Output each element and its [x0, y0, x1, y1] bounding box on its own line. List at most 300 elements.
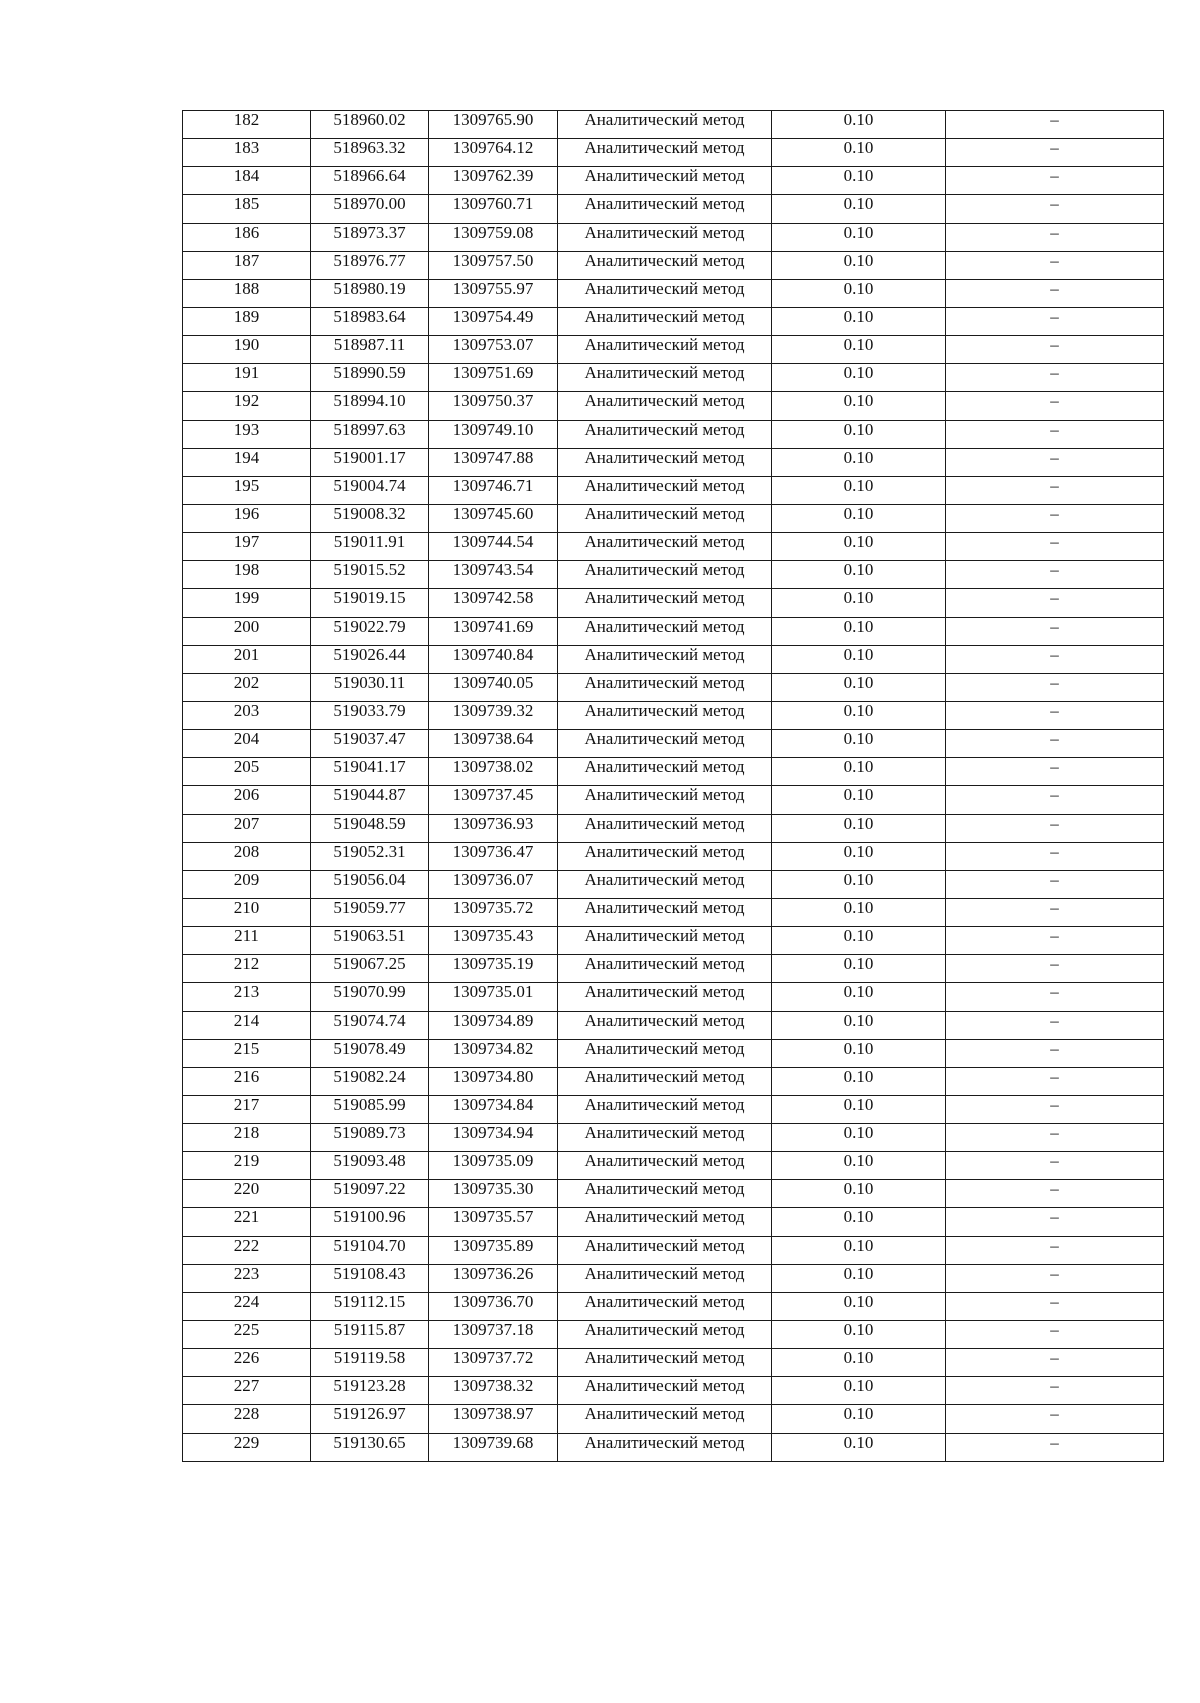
x-coordinate-cell: 519089.73 [311, 1124, 429, 1152]
table-row [183, 476, 1164, 504]
y-coordinate-cell: 1309751.69 [429, 364, 558, 392]
point-number-cell: 202 [183, 673, 311, 701]
point-number-cell: 199 [183, 589, 311, 617]
method-cell: Аналитический метод [558, 589, 772, 617]
table-row [183, 561, 1164, 589]
x-coordinate-cell: 519126.97 [311, 1405, 429, 1433]
table-row [183, 870, 1164, 898]
table-row [183, 420, 1164, 448]
method-cell: Аналитический метод [558, 1208, 772, 1236]
y-coordinate-cell: 1309742.58 [429, 589, 558, 617]
note-cell: – [946, 1011, 1164, 1039]
point-number-cell: 205 [183, 758, 311, 786]
note-cell: – [946, 167, 1164, 195]
note-cell: – [946, 983, 1164, 1011]
method-cell: Аналитический метод [558, 673, 772, 701]
point-number-cell: 213 [183, 983, 311, 1011]
note-cell: – [946, 1236, 1164, 1264]
y-coordinate-cell: 1309734.80 [429, 1067, 558, 1095]
x-coordinate-cell: 518990.59 [311, 364, 429, 392]
note-cell: – [946, 1292, 1164, 1320]
note-cell: – [946, 955, 1164, 983]
point-number-cell: 191 [183, 364, 311, 392]
point-number-cell: 226 [183, 1349, 311, 1377]
accuracy-cell: 0.10 [772, 645, 946, 673]
accuracy-cell: 0.10 [772, 1067, 946, 1095]
x-coordinate-cell: 519119.58 [311, 1349, 429, 1377]
x-coordinate-cell: 519100.96 [311, 1208, 429, 1236]
point-number-cell: 214 [183, 1011, 311, 1039]
note-cell: – [946, 898, 1164, 926]
note-cell: – [946, 420, 1164, 448]
y-coordinate-cell: 1309737.72 [429, 1349, 558, 1377]
method-cell: Аналитический метод [558, 1349, 772, 1377]
x-coordinate-cell: 519015.52 [311, 561, 429, 589]
x-coordinate-cell: 519123.28 [311, 1377, 429, 1405]
table-row [183, 1377, 1164, 1405]
table-row [183, 1433, 1164, 1461]
y-coordinate-cell: 1309754.49 [429, 307, 558, 335]
y-coordinate-cell: 1309735.19 [429, 955, 558, 983]
method-cell: Аналитический метод [558, 870, 772, 898]
note-cell: – [946, 645, 1164, 673]
x-coordinate-cell: 518970.00 [311, 195, 429, 223]
note-cell: – [946, 223, 1164, 251]
table-row [183, 673, 1164, 701]
table-row [183, 1180, 1164, 1208]
point-number-cell: 184 [183, 167, 311, 195]
x-coordinate-cell: 519004.74 [311, 476, 429, 504]
note-cell: – [946, 251, 1164, 279]
note-cell: – [946, 1095, 1164, 1123]
accuracy-cell: 0.10 [772, 167, 946, 195]
table-row [183, 617, 1164, 645]
method-cell: Аналитический метод [558, 195, 772, 223]
y-coordinate-cell: 1309762.39 [429, 167, 558, 195]
x-coordinate-cell: 518987.11 [311, 336, 429, 364]
note-cell: – [946, 1349, 1164, 1377]
x-coordinate-cell: 519104.70 [311, 1236, 429, 1264]
note-cell: – [946, 111, 1164, 139]
table-row [183, 701, 1164, 729]
y-coordinate-cell: 1309735.89 [429, 1236, 558, 1264]
y-coordinate-cell: 1309749.10 [429, 420, 558, 448]
method-cell: Аналитический метод [558, 983, 772, 1011]
method-cell: Аналитический метод [558, 504, 772, 532]
method-cell: Аналитический метод [558, 730, 772, 758]
accuracy-cell: 0.10 [772, 223, 946, 251]
x-coordinate-cell: 519097.22 [311, 1180, 429, 1208]
accuracy-cell: 0.10 [772, 1321, 946, 1349]
table-row [183, 1321, 1164, 1349]
method-cell: Аналитический метод [558, 814, 772, 842]
x-coordinate-cell: 519070.99 [311, 983, 429, 1011]
accuracy-cell: 0.10 [772, 589, 946, 617]
y-coordinate-cell: 1309736.07 [429, 870, 558, 898]
method-cell: Аналитический метод [558, 1321, 772, 1349]
y-coordinate-cell: 1309739.32 [429, 701, 558, 729]
x-coordinate-cell: 519063.51 [311, 927, 429, 955]
point-number-cell: 187 [183, 251, 311, 279]
y-coordinate-cell: 1309738.97 [429, 1405, 558, 1433]
note-cell: – [946, 1433, 1164, 1461]
point-number-cell: 207 [183, 814, 311, 842]
accuracy-cell: 0.10 [772, 730, 946, 758]
method-cell: Аналитический метод [558, 927, 772, 955]
x-coordinate-cell: 518997.63 [311, 420, 429, 448]
table-row [183, 1236, 1164, 1264]
x-coordinate-cell: 519059.77 [311, 898, 429, 926]
accuracy-cell: 0.10 [772, 1349, 946, 1377]
y-coordinate-cell: 1309757.50 [429, 251, 558, 279]
table-row [183, 279, 1164, 307]
table-row [183, 1011, 1164, 1039]
x-coordinate-cell: 518973.37 [311, 223, 429, 251]
accuracy-cell: 0.10 [772, 898, 946, 926]
accuracy-cell: 0.10 [772, 336, 946, 364]
y-coordinate-cell: 1309747.88 [429, 448, 558, 476]
x-coordinate-cell: 518983.64 [311, 307, 429, 335]
accuracy-cell: 0.10 [772, 983, 946, 1011]
accuracy-cell: 0.10 [772, 673, 946, 701]
y-coordinate-cell: 1309740.84 [429, 645, 558, 673]
method-cell: Аналитический метод [558, 898, 772, 926]
table-row [183, 1095, 1164, 1123]
accuracy-cell: 0.10 [772, 617, 946, 645]
point-number-cell: 228 [183, 1405, 311, 1433]
table-row [183, 1292, 1164, 1320]
y-coordinate-cell: 1309734.84 [429, 1095, 558, 1123]
method-cell: Аналитический метод [558, 701, 772, 729]
accuracy-cell: 0.10 [772, 279, 946, 307]
method-cell: Аналитический метод [558, 1180, 772, 1208]
method-cell: Аналитический метод [558, 420, 772, 448]
table-row [183, 1124, 1164, 1152]
point-number-cell: 224 [183, 1292, 311, 1320]
x-coordinate-cell: 518966.64 [311, 167, 429, 195]
coordinates-table [182, 110, 1164, 1462]
note-cell: – [946, 730, 1164, 758]
point-number-cell: 201 [183, 645, 311, 673]
point-number-cell: 196 [183, 504, 311, 532]
method-cell: Аналитический метод [558, 1377, 772, 1405]
table-row [183, 111, 1164, 139]
method-cell: Аналитический метод [558, 955, 772, 983]
accuracy-cell: 0.10 [772, 758, 946, 786]
method-cell: Аналитический метод [558, 1433, 772, 1461]
method-cell: Аналитический метод [558, 364, 772, 392]
method-cell: Аналитический метод [558, 336, 772, 364]
y-coordinate-cell: 1309740.05 [429, 673, 558, 701]
note-cell: – [946, 1067, 1164, 1095]
y-coordinate-cell: 1309734.94 [429, 1124, 558, 1152]
accuracy-cell: 0.10 [772, 1377, 946, 1405]
point-number-cell: 222 [183, 1236, 311, 1264]
x-coordinate-cell: 519044.87 [311, 786, 429, 814]
x-coordinate-cell: 519001.17 [311, 448, 429, 476]
table-row [183, 589, 1164, 617]
method-cell: Аналитический метод [558, 842, 772, 870]
x-coordinate-cell: 519022.79 [311, 617, 429, 645]
method-cell: Аналитический метод [558, 307, 772, 335]
point-number-cell: 204 [183, 730, 311, 758]
accuracy-cell: 0.10 [772, 955, 946, 983]
note-cell: – [946, 1377, 1164, 1405]
y-coordinate-cell: 1309737.18 [429, 1321, 558, 1349]
x-coordinate-cell: 519130.65 [311, 1433, 429, 1461]
note-cell: – [946, 307, 1164, 335]
x-coordinate-cell: 519074.74 [311, 1011, 429, 1039]
accuracy-cell: 0.10 [772, 1208, 946, 1236]
table-row [183, 448, 1164, 476]
method-cell: Аналитический метод [558, 758, 772, 786]
note-cell: – [946, 1321, 1164, 1349]
y-coordinate-cell: 1309736.70 [429, 1292, 558, 1320]
note-cell: – [946, 364, 1164, 392]
y-coordinate-cell: 1309738.02 [429, 758, 558, 786]
x-coordinate-cell: 519115.87 [311, 1321, 429, 1349]
y-coordinate-cell: 1309734.89 [429, 1011, 558, 1039]
accuracy-cell: 0.10 [772, 1292, 946, 1320]
note-cell: – [946, 673, 1164, 701]
y-coordinate-cell: 1309750.37 [429, 392, 558, 420]
table-row [183, 139, 1164, 167]
method-cell: Аналитический метод [558, 167, 772, 195]
y-coordinate-cell: 1309735.01 [429, 983, 558, 1011]
note-cell: – [946, 927, 1164, 955]
y-coordinate-cell: 1309745.60 [429, 504, 558, 532]
method-cell: Аналитический метод [558, 111, 772, 139]
note-cell: – [946, 1124, 1164, 1152]
note-cell: – [946, 561, 1164, 589]
y-coordinate-cell: 1309735.43 [429, 927, 558, 955]
note-cell: – [946, 617, 1164, 645]
table-row [183, 1349, 1164, 1377]
accuracy-cell: 0.10 [772, 927, 946, 955]
point-number-cell: 220 [183, 1180, 311, 1208]
method-cell: Аналитический метод [558, 1039, 772, 1067]
point-number-cell: 182 [183, 111, 311, 139]
table-row [183, 955, 1164, 983]
x-coordinate-cell: 519019.15 [311, 589, 429, 617]
x-coordinate-cell: 519085.99 [311, 1095, 429, 1123]
y-coordinate-cell: 1309736.93 [429, 814, 558, 842]
table-row [183, 786, 1164, 814]
table-row [183, 645, 1164, 673]
point-number-cell: 210 [183, 898, 311, 926]
y-coordinate-cell: 1309746.71 [429, 476, 558, 504]
method-cell: Аналитический метод [558, 1405, 772, 1433]
y-coordinate-cell: 1309764.12 [429, 139, 558, 167]
point-number-cell: 206 [183, 786, 311, 814]
y-coordinate-cell: 1309743.54 [429, 561, 558, 589]
table-row [183, 167, 1164, 195]
y-coordinate-cell: 1309735.30 [429, 1180, 558, 1208]
note-cell: – [946, 1405, 1164, 1433]
point-number-cell: 193 [183, 420, 311, 448]
y-coordinate-cell: 1309744.54 [429, 533, 558, 561]
accuracy-cell: 0.10 [772, 814, 946, 842]
table-row [183, 730, 1164, 758]
note-cell: – [946, 1208, 1164, 1236]
table-row [183, 1152, 1164, 1180]
accuracy-cell: 0.10 [772, 111, 946, 139]
y-coordinate-cell: 1309736.47 [429, 842, 558, 870]
method-cell: Аналитический метод [558, 279, 772, 307]
note-cell: – [946, 758, 1164, 786]
point-number-cell: 186 [183, 223, 311, 251]
accuracy-cell: 0.10 [772, 1433, 946, 1461]
point-number-cell: 197 [183, 533, 311, 561]
method-cell: Аналитический метод [558, 448, 772, 476]
table-row [183, 223, 1164, 251]
table-row [183, 814, 1164, 842]
coordinates-table-body [183, 111, 1164, 1462]
table-row [183, 1208, 1164, 1236]
method-cell: Аналитический метод [558, 1011, 772, 1039]
x-coordinate-cell: 519008.32 [311, 504, 429, 532]
method-cell: Аналитический метод [558, 476, 772, 504]
y-coordinate-cell: 1309735.72 [429, 898, 558, 926]
table-row [183, 1067, 1164, 1095]
accuracy-cell: 0.10 [772, 420, 946, 448]
accuracy-cell: 0.10 [772, 1180, 946, 1208]
method-cell: Аналитический метод [558, 1292, 772, 1320]
x-coordinate-cell: 518960.02 [311, 111, 429, 139]
x-coordinate-cell: 519067.25 [311, 955, 429, 983]
method-cell: Аналитический метод [558, 1095, 772, 1123]
x-coordinate-cell: 519030.11 [311, 673, 429, 701]
note-cell: – [946, 1180, 1164, 1208]
note-cell: – [946, 139, 1164, 167]
note-cell: – [946, 448, 1164, 476]
point-number-cell: 194 [183, 448, 311, 476]
point-number-cell: 198 [183, 561, 311, 589]
x-coordinate-cell: 518963.32 [311, 139, 429, 167]
accuracy-cell: 0.10 [772, 701, 946, 729]
x-coordinate-cell: 519093.48 [311, 1152, 429, 1180]
method-cell: Аналитический метод [558, 251, 772, 279]
method-cell: Аналитический метод [558, 223, 772, 251]
accuracy-cell: 0.10 [772, 448, 946, 476]
point-number-cell: 216 [183, 1067, 311, 1095]
note-cell: – [946, 533, 1164, 561]
note-cell: – [946, 504, 1164, 532]
accuracy-cell: 0.10 [772, 870, 946, 898]
y-coordinate-cell: 1309760.71 [429, 195, 558, 223]
method-cell: Аналитический метод [558, 533, 772, 561]
y-coordinate-cell: 1309738.64 [429, 730, 558, 758]
table-row [183, 533, 1164, 561]
point-number-cell: 208 [183, 842, 311, 870]
y-coordinate-cell: 1309738.32 [429, 1377, 558, 1405]
note-cell: – [946, 589, 1164, 617]
table-row [183, 251, 1164, 279]
note-cell: – [946, 336, 1164, 364]
x-coordinate-cell: 519078.49 [311, 1039, 429, 1067]
method-cell: Аналитический метод [558, 1124, 772, 1152]
method-cell: Аналитический метод [558, 392, 772, 420]
x-coordinate-cell: 519037.47 [311, 730, 429, 758]
table-row [183, 1039, 1164, 1067]
method-cell: Аналитический метод [558, 561, 772, 589]
method-cell: Аналитический метод [558, 786, 772, 814]
y-coordinate-cell: 1309741.69 [429, 617, 558, 645]
point-number-cell: 200 [183, 617, 311, 645]
note-cell: – [946, 786, 1164, 814]
accuracy-cell: 0.10 [772, 139, 946, 167]
method-cell: Аналитический метод [558, 645, 772, 673]
accuracy-cell: 0.10 [772, 504, 946, 532]
accuracy-cell: 0.10 [772, 392, 946, 420]
note-cell: – [946, 701, 1164, 729]
table-row [183, 758, 1164, 786]
accuracy-cell: 0.10 [772, 251, 946, 279]
method-cell: Аналитический метод [558, 139, 772, 167]
note-cell: – [946, 842, 1164, 870]
accuracy-cell: 0.10 [772, 1264, 946, 1292]
point-number-cell: 218 [183, 1124, 311, 1152]
accuracy-cell: 0.10 [772, 1236, 946, 1264]
x-coordinate-cell: 519108.43 [311, 1264, 429, 1292]
note-cell: – [946, 870, 1164, 898]
point-number-cell: 212 [183, 955, 311, 983]
point-number-cell: 190 [183, 336, 311, 364]
table-row [183, 307, 1164, 335]
table-row [183, 364, 1164, 392]
note-cell: – [946, 1039, 1164, 1067]
point-number-cell: 195 [183, 476, 311, 504]
accuracy-cell: 0.10 [772, 1405, 946, 1433]
note-cell: – [946, 195, 1164, 223]
note-cell: – [946, 814, 1164, 842]
note-cell: – [946, 1152, 1164, 1180]
y-coordinate-cell: 1309753.07 [429, 336, 558, 364]
point-number-cell: 183 [183, 139, 311, 167]
table-row [183, 392, 1164, 420]
point-number-cell: 188 [183, 279, 311, 307]
accuracy-cell: 0.10 [772, 1095, 946, 1123]
accuracy-cell: 0.10 [772, 1011, 946, 1039]
table-row [183, 504, 1164, 532]
table-row [183, 336, 1164, 364]
accuracy-cell: 0.10 [772, 786, 946, 814]
y-coordinate-cell: 1309739.68 [429, 1433, 558, 1461]
x-coordinate-cell: 519011.91 [311, 533, 429, 561]
method-cell: Аналитический метод [558, 617, 772, 645]
point-number-cell: 225 [183, 1321, 311, 1349]
accuracy-cell: 0.10 [772, 1039, 946, 1067]
method-cell: Аналитический метод [558, 1152, 772, 1180]
x-coordinate-cell: 519056.04 [311, 870, 429, 898]
method-cell: Аналитический метод [558, 1264, 772, 1292]
table-row [183, 1405, 1164, 1433]
y-coordinate-cell: 1309765.90 [429, 111, 558, 139]
point-number-cell: 217 [183, 1095, 311, 1123]
accuracy-cell: 0.10 [772, 1124, 946, 1152]
point-number-cell: 221 [183, 1208, 311, 1236]
accuracy-cell: 0.10 [772, 364, 946, 392]
y-coordinate-cell: 1309734.82 [429, 1039, 558, 1067]
table-row [183, 842, 1164, 870]
y-coordinate-cell: 1309759.08 [429, 223, 558, 251]
point-number-cell: 219 [183, 1152, 311, 1180]
table-row [183, 927, 1164, 955]
y-coordinate-cell: 1309736.26 [429, 1264, 558, 1292]
note-cell: – [946, 476, 1164, 504]
x-coordinate-cell: 519033.79 [311, 701, 429, 729]
point-number-cell: 229 [183, 1433, 311, 1461]
